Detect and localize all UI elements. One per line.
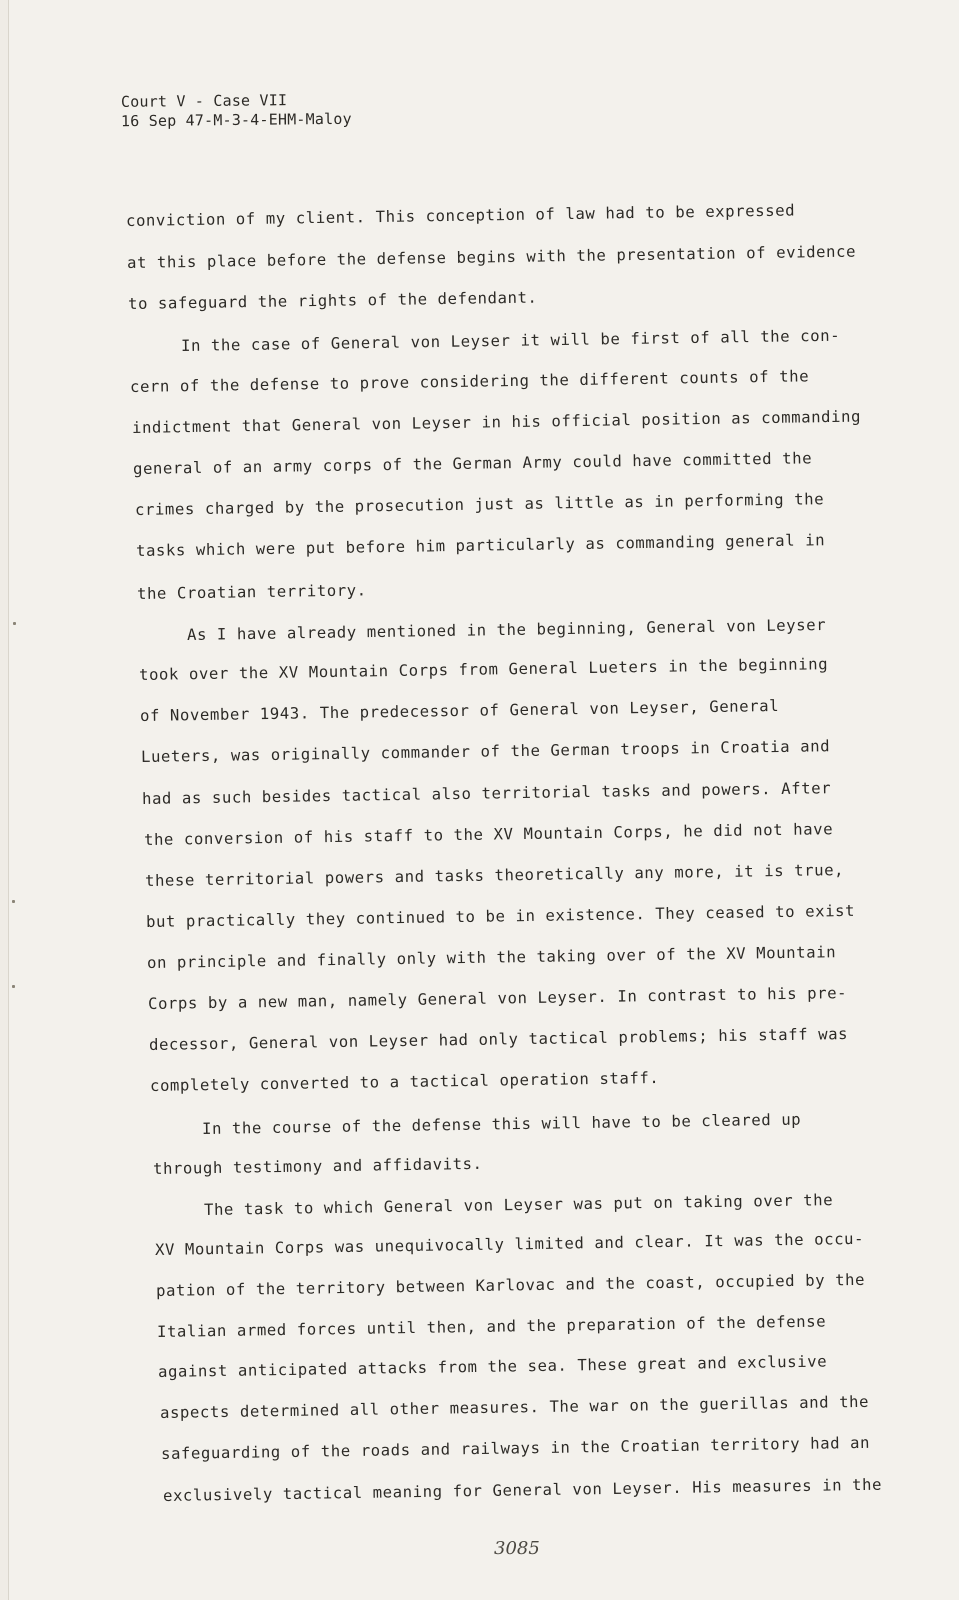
- case-header-line-2: 16 Sep 47-M-3-4-EHM-Maloy: [120, 109, 352, 131]
- body-text-line: the conversion of his staff to the XV Mountain Corps, he did not have: [143, 820, 834, 849]
- page-number: 3085: [494, 1538, 540, 1559]
- body-text-line: tasks which were put before him particularly as commanding general in: [135, 531, 826, 560]
- body-text-line: Italian armed forces until then, and the preparation of the defense: [156, 1312, 827, 1341]
- body-text-line: conviction of my client. This conception of law had to be expressed: [125, 201, 796, 230]
- body-text-line: cern of the defense to prove considering the different counts of the: [129, 367, 810, 396]
- body-text-line: of November 1943. The predecessor of General von Leyser, General: [139, 696, 780, 725]
- body-text-line: completely converted to a tactical operation staff.: [149, 1068, 660, 1095]
- document-page: [8, 0, 959, 1600]
- body-text-line: In the case of General von Leyser it will be first of all the con-: [180, 326, 841, 355]
- body-text-line: took over the XV Mountain Corps from General Lueters in the beginning: [138, 655, 829, 684]
- margin-mark: [13, 622, 16, 625]
- body-text-line: to safeguard the rights of the defendant.: [127, 288, 538, 313]
- body-text-line: XV Mountain Corps was unequivocally limited and clear. It was the occu-: [154, 1229, 865, 1259]
- body-text-line: safeguarding of the roads and railways in the Croatian territory had an: [160, 1433, 871, 1463]
- body-text-line: Corps by a new man, namely General von Leyser. In contrast to his pre-: [147, 984, 848, 1013]
- body-text-line: the Croatian territory.: [136, 581, 367, 603]
- body-text-line: at this place before the defense begins with the presentation of evidence: [126, 242, 857, 272]
- body-text-line: through testimony and affidavits.: [152, 1154, 483, 1178]
- body-text-line: had as such besides tactical also territorial tasks and powers. After: [141, 779, 832, 808]
- body-text-line: against anticipated attacks from the sea. These great and exclusive: [157, 1352, 828, 1381]
- case-header-line-1: Court V - Case VII: [120, 91, 288, 111]
- body-text-line: Lueters, was originally commander of the German troops in Croatia and: [140, 737, 831, 766]
- body-text-line: In the course of the defense this will have to be cleared up: [201, 1110, 802, 1138]
- body-text-line: aspects determined all other measures. The war on the guerillas and the: [159, 1392, 870, 1422]
- body-text-line: these territorial powers and tasks theoretically any more, it is true,: [144, 861, 845, 890]
- body-text-line: crimes charged by the prosecution just as little as in performing the: [134, 490, 825, 519]
- body-text-line: pation of the territory between Karlovac and the coast, occupied by the: [155, 1270, 866, 1300]
- margin-mark: [12, 900, 15, 903]
- body-text-line: As I have already mentioned in the beginning, General von Leyser: [186, 615, 827, 644]
- body-text-line: indictment that General von Leyser in his official position as commanding: [131, 407, 862, 437]
- body-text-line: general of an army corps of the German Army could have committed the: [132, 449, 813, 478]
- margin-mark: [12, 985, 15, 988]
- body-text-line: on principle and finally only with the taking over of the XV Mountain: [146, 943, 837, 972]
- body-text-line: decessor, General von Leyser had only tactical problems; his staff was: [148, 1025, 849, 1054]
- body-text-line: exclusively tactical meaning for General von Leyser. His measures in the: [162, 1475, 883, 1505]
- body-text-line: The task to which General von Leyser was put on taking over the: [203, 1191, 834, 1219]
- body-text-line: but practically they continued to be in existence. They ceased to exist: [145, 901, 856, 931]
